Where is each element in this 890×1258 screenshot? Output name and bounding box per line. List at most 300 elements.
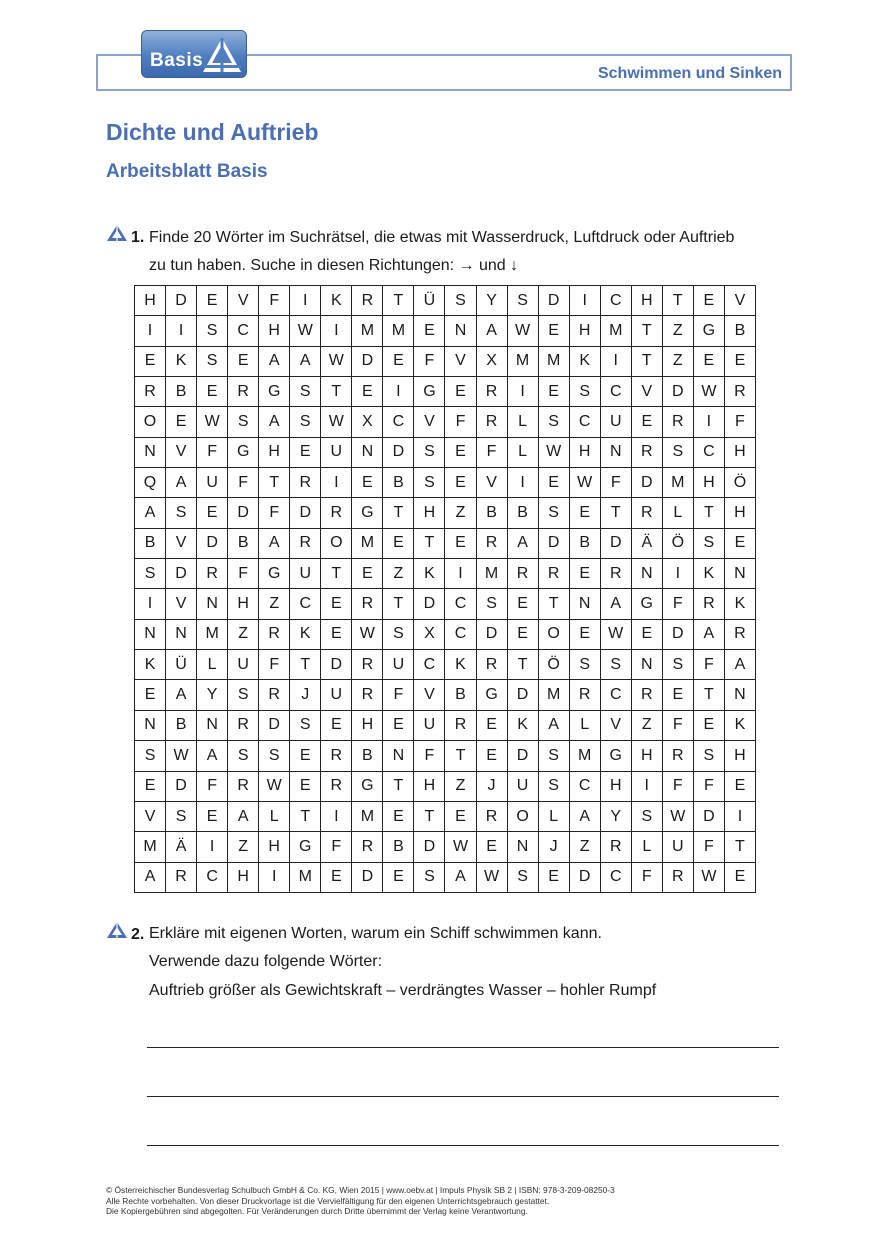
grid-cell[interactable]: H [724, 498, 755, 528]
grid-cell[interactable]: N [197, 589, 228, 619]
grid-cell[interactable]: E [538, 862, 569, 892]
grid-cell[interactable]: S [538, 407, 569, 437]
grid-cell[interactable]: M [538, 680, 569, 710]
grid-cell[interactable]: D [662, 619, 693, 649]
grid-cell[interactable]: H [569, 316, 600, 346]
grid-cell[interactable]: A [569, 801, 600, 831]
answer-line[interactable] [147, 1096, 779, 1097]
grid-cell[interactable]: L [507, 437, 538, 467]
grid-cell[interactable]: K [414, 559, 445, 589]
grid-cell[interactable]: M [538, 346, 569, 376]
grid-cell[interactable]: C [693, 437, 724, 467]
grid-cell[interactable]: S [507, 286, 538, 316]
grid-cell[interactable]: N [445, 316, 476, 346]
grid-cell[interactable]: R [662, 741, 693, 771]
grid-cell[interactable]: A [166, 680, 197, 710]
grid-cell[interactable]: Y [197, 680, 228, 710]
grid-cell[interactable]: E [321, 619, 352, 649]
grid-cell[interactable]: V [724, 286, 755, 316]
grid-cell[interactable]: E [321, 862, 352, 892]
grid-cell[interactable]: F [259, 498, 290, 528]
grid-cell[interactable]: Z [228, 619, 259, 649]
grid-cell[interactable]: G [259, 559, 290, 589]
grid-cell[interactable]: F [197, 771, 228, 801]
grid-cell[interactable]: R [197, 559, 228, 589]
grid-cell[interactable]: C [569, 771, 600, 801]
grid-cell[interactable]: H [414, 498, 445, 528]
grid-cell[interactable]: E [631, 407, 662, 437]
grid-cell[interactable]: N [383, 741, 414, 771]
grid-cell[interactable]: Z [631, 710, 662, 740]
grid-cell[interactable]: B [352, 741, 383, 771]
grid-cell[interactable]: X [352, 407, 383, 437]
grid-cell[interactable]: C [445, 589, 476, 619]
grid-cell[interactable]: E [538, 468, 569, 498]
grid-cell[interactable]: I [569, 286, 600, 316]
grid-cell[interactable]: V [414, 680, 445, 710]
grid-cell[interactable]: R [569, 680, 600, 710]
grid-cell[interactable]: S [290, 407, 321, 437]
grid-cell[interactable]: S [290, 710, 321, 740]
grid-cell[interactable]: E [538, 377, 569, 407]
grid-cell[interactable]: E [507, 619, 538, 649]
grid-cell[interactable]: O [507, 801, 538, 831]
grid-cell[interactable]: S [197, 316, 228, 346]
grid-cell[interactable]: B [166, 377, 197, 407]
grid-cell[interactable]: W [569, 468, 600, 498]
grid-cell[interactable]: C [445, 619, 476, 649]
grid-cell[interactable]: S [662, 650, 693, 680]
grid-cell[interactable]: D [414, 832, 445, 862]
grid-cell[interactable]: Ä [166, 832, 197, 862]
grid-cell[interactable]: R [352, 832, 383, 862]
grid-cell[interactable]: X [414, 619, 445, 649]
grid-cell[interactable]: Ü [166, 650, 197, 680]
grid-cell[interactable]: A [724, 650, 755, 680]
grid-cell[interactable]: F [662, 710, 693, 740]
grid-cell[interactable]: S [662, 437, 693, 467]
grid-cell[interactable]: Z [228, 832, 259, 862]
grid-cell[interactable]: V [166, 528, 197, 558]
grid-cell[interactable]: E [724, 771, 755, 801]
grid-cell[interactable]: T [507, 650, 538, 680]
grid-cell[interactable]: Ö [538, 650, 569, 680]
grid-cell[interactable]: T [290, 801, 321, 831]
grid-cell[interactable]: F [383, 680, 414, 710]
grid-cell[interactable]: W [600, 619, 631, 649]
grid-cell[interactable]: U [228, 650, 259, 680]
grid-cell[interactable]: F [476, 437, 507, 467]
grid-cell[interactable]: E [569, 559, 600, 589]
grid-cell[interactable]: D [321, 650, 352, 680]
grid-cell[interactable]: I [383, 377, 414, 407]
grid-cell[interactable]: H [569, 437, 600, 467]
grid-cell[interactable]: V [135, 801, 166, 831]
grid-cell[interactable]: T [414, 528, 445, 558]
grid-cell[interactable]: H [724, 437, 755, 467]
grid-cell[interactable]: A [507, 528, 538, 558]
grid-cell[interactable]: T [383, 286, 414, 316]
grid-cell[interactable]: M [352, 801, 383, 831]
grid-cell[interactable]: W [259, 771, 290, 801]
grid-cell[interactable]: I [600, 346, 631, 376]
grid-cell[interactable]: E [445, 377, 476, 407]
grid-cell[interactable]: S [693, 741, 724, 771]
grid-cell[interactable]: F [693, 771, 724, 801]
grid-cell[interactable]: M [476, 559, 507, 589]
grid-cell[interactable]: R [476, 650, 507, 680]
grid-cell[interactable]: V [445, 346, 476, 376]
grid-cell[interactable]: I [197, 832, 228, 862]
grid-cell[interactable]: E [383, 346, 414, 376]
grid-cell[interactable]: G [352, 498, 383, 528]
grid-cell[interactable]: H [259, 316, 290, 346]
grid-cell[interactable]: W [321, 346, 352, 376]
grid-cell[interactable]: K [569, 346, 600, 376]
grid-cell[interactable]: B [135, 528, 166, 558]
grid-cell[interactable]: S [538, 771, 569, 801]
grid-cell[interactable]: R [693, 589, 724, 619]
grid-cell[interactable]: T [538, 589, 569, 619]
grid-cell[interactable]: S [414, 437, 445, 467]
grid-cell[interactable]: A [135, 862, 166, 892]
grid-cell[interactable]: Z [445, 771, 476, 801]
grid-cell[interactable]: E [724, 528, 755, 558]
grid-cell[interactable]: S [538, 498, 569, 528]
grid-cell[interactable]: I [662, 559, 693, 589]
grid-cell[interactable]: R [321, 741, 352, 771]
grid-cell[interactable]: F [724, 407, 755, 437]
grid-cell[interactable]: G [228, 437, 259, 467]
grid-cell[interactable]: L [538, 801, 569, 831]
grid-cell[interactable]: R [507, 559, 538, 589]
grid-cell[interactable]: F [228, 559, 259, 589]
grid-cell[interactable]: N [352, 437, 383, 467]
grid-cell[interactable]: H [259, 832, 290, 862]
grid-cell[interactable]: S [693, 528, 724, 558]
grid-cell[interactable]: N [724, 559, 755, 589]
grid-cell[interactable]: T [321, 559, 352, 589]
grid-cell[interactable]: S [228, 680, 259, 710]
grid-cell[interactable]: T [631, 346, 662, 376]
grid-cell[interactable]: S [569, 650, 600, 680]
grid-cell[interactable]: A [476, 316, 507, 346]
grid-cell[interactable]: H [228, 862, 259, 892]
grid-cell[interactable]: E [321, 710, 352, 740]
grid-cell[interactable]: D [352, 862, 383, 892]
grid-cell[interactable]: C [600, 862, 631, 892]
grid-cell[interactable]: R [476, 407, 507, 437]
grid-cell[interactable]: A [259, 407, 290, 437]
grid-cell[interactable]: T [724, 832, 755, 862]
grid-cell[interactable]: R [600, 832, 631, 862]
grid-cell[interactable]: G [476, 680, 507, 710]
grid-cell[interactable]: B [476, 498, 507, 528]
grid-cell[interactable]: E [445, 528, 476, 558]
grid-cell[interactable]: F [197, 437, 228, 467]
answer-line[interactable] [147, 1145, 779, 1146]
grid-cell[interactable]: H [724, 741, 755, 771]
grid-cell[interactable]: F [631, 862, 662, 892]
grid-cell[interactable]: N [507, 832, 538, 862]
grid-cell[interactable]: H [135, 286, 166, 316]
grid-cell[interactable]: W [197, 407, 228, 437]
grid-cell[interactable]: R [538, 559, 569, 589]
grid-cell[interactable]: A [135, 498, 166, 528]
grid-cell[interactable]: V [166, 437, 197, 467]
grid-cell[interactable]: R [135, 377, 166, 407]
grid-cell[interactable]: T [445, 741, 476, 771]
grid-cell[interactable]: J [476, 771, 507, 801]
grid-cell[interactable]: W [352, 619, 383, 649]
grid-cell[interactable]: E [352, 468, 383, 498]
grid-cell[interactable]: B [383, 832, 414, 862]
grid-cell[interactable]: W [476, 862, 507, 892]
grid-cell[interactable]: H [600, 771, 631, 801]
grid-cell[interactable]: F [321, 832, 352, 862]
grid-cell[interactable]: S [166, 801, 197, 831]
grid-cell[interactable]: V [476, 468, 507, 498]
grid-cell[interactable]: D [352, 346, 383, 376]
grid-cell[interactable]: E [538, 316, 569, 346]
grid-cell[interactable]: R [445, 710, 476, 740]
grid-cell[interactable]: D [290, 498, 321, 528]
grid-cell[interactable]: S [135, 741, 166, 771]
grid-cell[interactable]: E [693, 346, 724, 376]
grid-cell[interactable]: K [290, 619, 321, 649]
grid-cell[interactable]: A [197, 741, 228, 771]
grid-cell[interactable]: Z [445, 498, 476, 528]
grid-cell[interactable]: D [631, 468, 662, 498]
grid-cell[interactable]: Y [476, 286, 507, 316]
grid-cell[interactable]: R [321, 771, 352, 801]
grid-cell[interactable]: A [228, 801, 259, 831]
grid-cell[interactable]: U [662, 832, 693, 862]
grid-cell[interactable]: V [228, 286, 259, 316]
grid-cell[interactable]: N [600, 437, 631, 467]
grid-cell[interactable]: S [197, 346, 228, 376]
grid-cell[interactable]: Ö [724, 468, 755, 498]
grid-cell[interactable]: I [321, 801, 352, 831]
grid-cell[interactable]: F [693, 650, 724, 680]
grid-cell[interactable]: C [290, 589, 321, 619]
grid-cell[interactable]: E [414, 316, 445, 346]
grid-cell[interactable]: H [259, 437, 290, 467]
grid-cell[interactable]: L [662, 498, 693, 528]
grid-cell[interactable]: R [352, 650, 383, 680]
grid-cell[interactable]: K [724, 710, 755, 740]
grid-cell[interactable]: K [135, 650, 166, 680]
grid-cell[interactable]: I [321, 468, 352, 498]
grid-cell[interactable]: I [135, 316, 166, 346]
grid-cell[interactable]: I [724, 801, 755, 831]
grid-cell[interactable]: T [290, 650, 321, 680]
grid-cell[interactable]: R [476, 801, 507, 831]
grid-cell[interactable]: N [197, 710, 228, 740]
grid-cell[interactable]: S [445, 286, 476, 316]
grid-cell[interactable]: A [259, 528, 290, 558]
grid-cell[interactable]: O [135, 407, 166, 437]
grid-cell[interactable]: D [600, 528, 631, 558]
grid-cell[interactable]: C [197, 862, 228, 892]
grid-cell[interactable]: E [476, 832, 507, 862]
grid-cell[interactable]: W [166, 741, 197, 771]
grid-cell[interactable]: V [631, 377, 662, 407]
grid-cell[interactable]: A [445, 862, 476, 892]
grid-cell[interactable]: D [569, 862, 600, 892]
grid-cell[interactable]: R [352, 286, 383, 316]
grid-cell[interactable]: F [662, 771, 693, 801]
grid-cell[interactable]: E [569, 498, 600, 528]
grid-cell[interactable]: K [166, 346, 197, 376]
grid-cell[interactable]: M [135, 832, 166, 862]
grid-cell[interactable]: R [476, 377, 507, 407]
grid-cell[interactable]: D [166, 286, 197, 316]
grid-cell[interactable]: B [724, 316, 755, 346]
grid-cell[interactable]: I [693, 407, 724, 437]
grid-cell[interactable]: T [693, 498, 724, 528]
grid-cell[interactable]: A [600, 589, 631, 619]
grid-cell[interactable]: D [166, 559, 197, 589]
grid-cell[interactable]: D [476, 619, 507, 649]
grid-cell[interactable]: D [197, 528, 228, 558]
grid-cell[interactable]: Ö [662, 528, 693, 558]
grid-cell[interactable]: N [631, 559, 662, 589]
grid-cell[interactable]: W [693, 377, 724, 407]
grid-cell[interactable]: S [600, 650, 631, 680]
grid-cell[interactable]: H [352, 710, 383, 740]
grid-cell[interactable]: F [414, 741, 445, 771]
grid-cell[interactable]: V [166, 589, 197, 619]
grid-cell[interactable]: I [445, 559, 476, 589]
grid-cell[interactable]: E [476, 710, 507, 740]
grid-cell[interactable]: C [600, 286, 631, 316]
grid-cell[interactable]: E [724, 346, 755, 376]
grid-cell[interactable]: N [166, 619, 197, 649]
grid-cell[interactable]: K [693, 559, 724, 589]
grid-cell[interactable]: S [538, 741, 569, 771]
grid-cell[interactable]: T [383, 589, 414, 619]
grid-cell[interactable]: R [321, 498, 352, 528]
grid-cell[interactable]: C [228, 316, 259, 346]
grid-cell[interactable]: F [693, 832, 724, 862]
grid-cell[interactable]: S [135, 559, 166, 589]
grid-cell[interactable]: Z [662, 346, 693, 376]
grid-cell[interactable]: C [569, 407, 600, 437]
grid-cell[interactable]: S [569, 377, 600, 407]
grid-cell[interactable]: R [631, 498, 662, 528]
grid-cell[interactable]: R [259, 619, 290, 649]
grid-cell[interactable]: R [352, 589, 383, 619]
grid-cell[interactable]: C [414, 650, 445, 680]
grid-cell[interactable]: G [693, 316, 724, 346]
grid-cell[interactable]: D [693, 801, 724, 831]
grid-cell[interactable]: D [538, 528, 569, 558]
grid-cell[interactable]: W [321, 407, 352, 437]
grid-cell[interactable]: N [135, 619, 166, 649]
grid-cell[interactable]: T [662, 286, 693, 316]
grid-cell[interactable]: Y [600, 801, 631, 831]
grid-cell[interactable]: A [538, 710, 569, 740]
grid-cell[interactable]: T [693, 680, 724, 710]
grid-cell[interactable]: F [259, 286, 290, 316]
grid-cell[interactable]: B [383, 468, 414, 498]
grid-cell[interactable]: E [569, 619, 600, 649]
grid-cell[interactable]: U [507, 771, 538, 801]
grid-cell[interactable]: R [228, 771, 259, 801]
grid-cell[interactable]: T [321, 377, 352, 407]
grid-cell[interactable]: U [197, 468, 228, 498]
grid-cell[interactable]: U [383, 650, 414, 680]
grid-cell[interactable]: I [166, 316, 197, 346]
grid-cell[interactable]: K [507, 710, 538, 740]
grid-cell[interactable]: F [259, 650, 290, 680]
grid-cell[interactable]: E [135, 771, 166, 801]
grid-cell[interactable]: E [197, 377, 228, 407]
grid-cell[interactable]: T [631, 316, 662, 346]
grid-cell[interactable]: S [414, 862, 445, 892]
grid-cell[interactable]: Z [259, 589, 290, 619]
grid-cell[interactable]: I [507, 377, 538, 407]
grid-cell[interactable]: I [259, 862, 290, 892]
grid-cell[interactable]: S [476, 589, 507, 619]
grid-cell[interactable]: B [569, 528, 600, 558]
grid-cell[interactable]: S [383, 619, 414, 649]
grid-cell[interactable]: E [476, 741, 507, 771]
grid-cell[interactable]: M [662, 468, 693, 498]
grid-cell[interactable]: A [166, 468, 197, 498]
grid-cell[interactable]: T [414, 801, 445, 831]
grid-cell[interactable]: F [662, 589, 693, 619]
grid-cell[interactable]: L [507, 407, 538, 437]
grid-cell[interactable]: R [631, 437, 662, 467]
grid-cell[interactable]: E [352, 377, 383, 407]
grid-cell[interactable]: Ä [631, 528, 662, 558]
answer-line[interactable] [147, 1047, 779, 1048]
grid-cell[interactable]: E [631, 619, 662, 649]
grid-cell[interactable]: J [290, 680, 321, 710]
grid-cell[interactable]: E [662, 680, 693, 710]
grid-cell[interactable]: N [135, 437, 166, 467]
grid-cell[interactable]: L [259, 801, 290, 831]
grid-cell[interactable]: D [507, 680, 538, 710]
grid-cell[interactable]: T [383, 771, 414, 801]
grid-cell[interactable]: F [414, 346, 445, 376]
grid-cell[interactable]: S [228, 407, 259, 437]
grid-cell[interactable]: R [290, 468, 321, 498]
grid-cell[interactable]: S [631, 801, 662, 831]
grid-cell[interactable]: J [538, 832, 569, 862]
grid-cell[interactable]: H [228, 589, 259, 619]
grid-cell[interactable]: S [259, 741, 290, 771]
grid-cell[interactable]: U [414, 710, 445, 740]
grid-cell[interactable]: C [600, 680, 631, 710]
grid-cell[interactable]: C [600, 377, 631, 407]
grid-cell[interactable]: I [290, 286, 321, 316]
grid-cell[interactable]: E [383, 801, 414, 831]
grid-cell[interactable]: D [662, 377, 693, 407]
grid-cell[interactable]: B [445, 680, 476, 710]
grid-cell[interactable]: S [414, 468, 445, 498]
grid-cell[interactable]: M [569, 741, 600, 771]
grid-cell[interactable]: E [693, 286, 724, 316]
grid-cell[interactable]: R [352, 680, 383, 710]
grid-cell[interactable]: T [600, 498, 631, 528]
grid-cell[interactable]: F [445, 407, 476, 437]
grid-cell[interactable]: V [414, 407, 445, 437]
grid-cell[interactable]: K [724, 589, 755, 619]
grid-cell[interactable]: E [290, 771, 321, 801]
